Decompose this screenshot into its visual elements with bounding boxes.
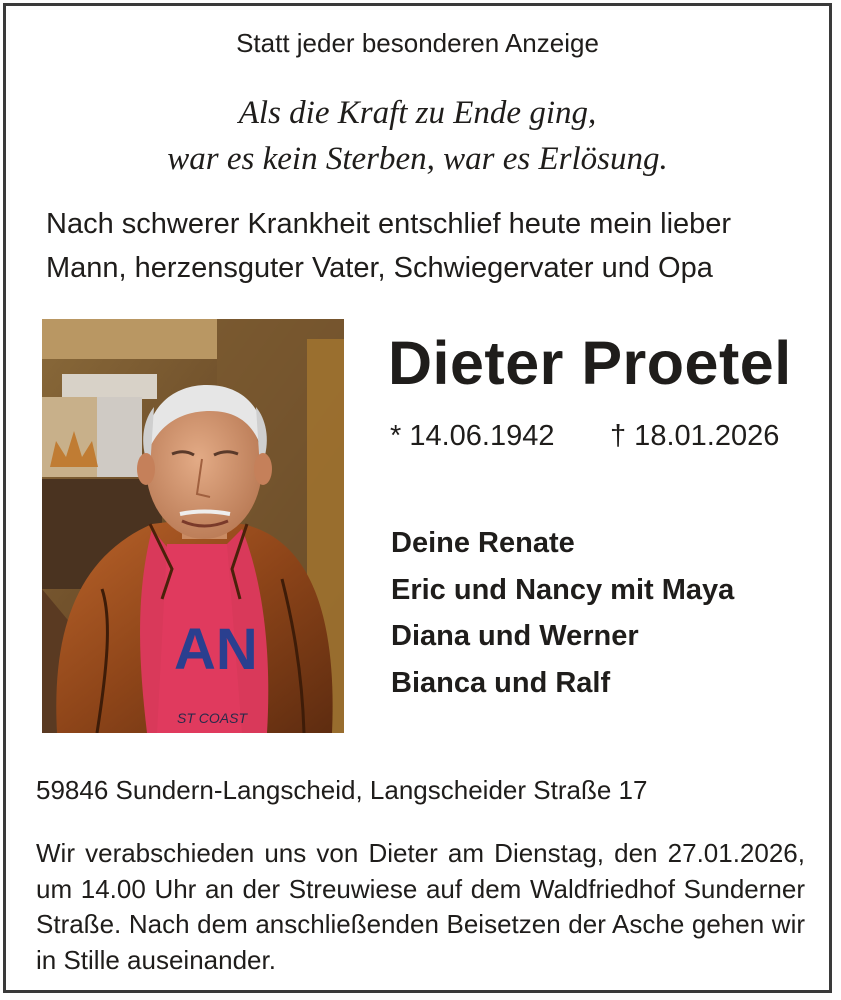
- service-details: Wir verabschieden uns von Dieter am Dienstag, den 27.01.2026, um 14.00 Uhr an der Streuwiese auf dem Waldfriedhof Sunderner Straße. Nach dem anschließenden Beisetzen der Asche gehen wir in Stille auseinander.: [36, 838, 805, 975]
- shirt-small-lettering: ST COAST: [177, 710, 248, 726]
- death-date: † 18.01.2026: [610, 420, 780, 452]
- verse: [6, 90, 829, 182]
- family-member: Deine Renate: [391, 527, 575, 559]
- birth-date: * 14.06.1942: [390, 420, 555, 452]
- family-member: Eric und Nancy mit Maya: [391, 573, 735, 606]
- portrait-photo: [42, 319, 344, 733]
- obituary-frame: [3, 3, 832, 993]
- address: 59846 Sundern-Langscheid, Langscheider Straße 17: [36, 775, 648, 805]
- family-list: [391, 520, 734, 706]
- verse-line-1: Als die Kraft zu Ende ging,: [238, 95, 597, 131]
- intro-line-2: Mann, herzensguter Vater, Schwiegervater und Opa: [46, 252, 713, 284]
- family-member: Diana und Werner: [391, 620, 639, 652]
- shirt-lettering: AN: [174, 617, 258, 682]
- notice-heading: Statt jeder besonderen Anzeige: [236, 28, 599, 58]
- intro-line-1: Nach schwerer Krankheit entschlief heute mein lieber: [46, 208, 732, 240]
- intro-text: [46, 202, 819, 290]
- family-member: Bianca und Ralf: [391, 666, 611, 699]
- verse-line-2: war es kein Sterben, war es Erlösung.: [167, 141, 668, 177]
- portrait-illustration: [42, 319, 344, 733]
- deceased-name: Dieter Proetel: [388, 329, 792, 397]
